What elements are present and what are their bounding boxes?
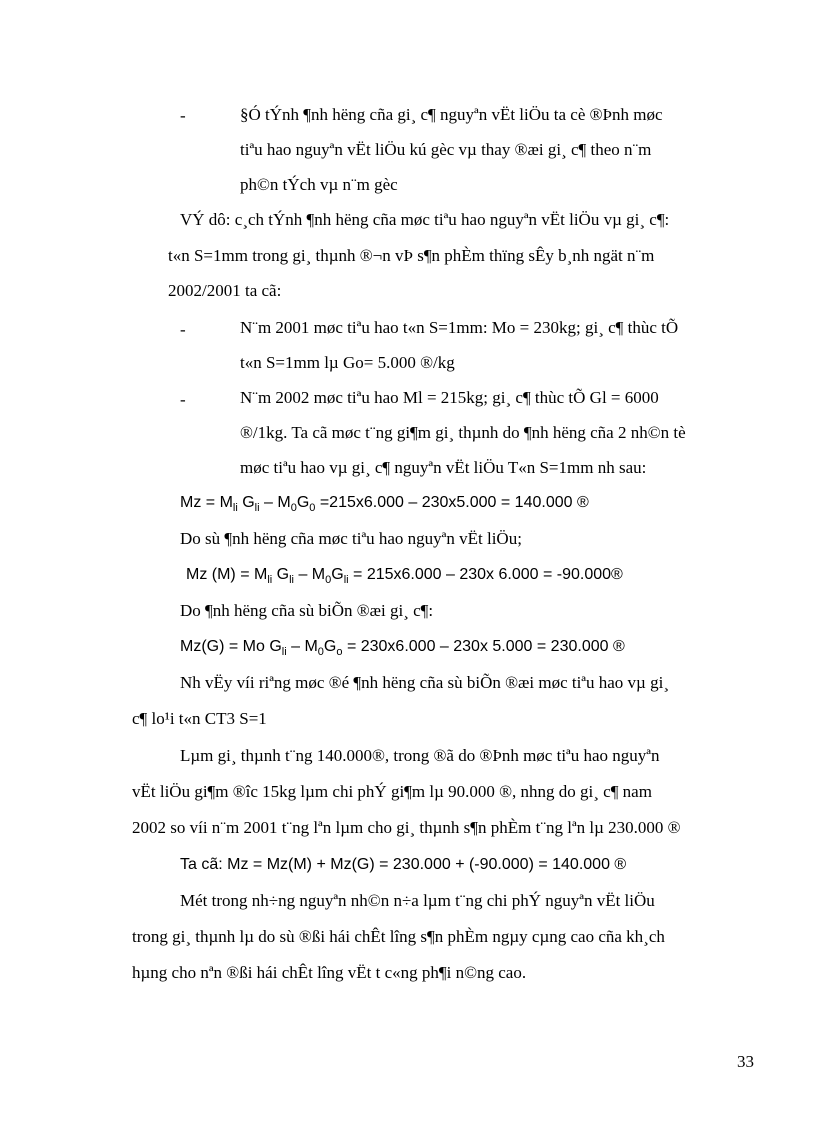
bullet3-line2: ®/1kg. Ta cã møc t¨ng gi¶m gi¸ thµnh do ¶nh hëng cña 2 nh©n tè — [240, 423, 686, 442]
due-price-label: Do ¶nh hëng cña sù biÕn ®æi gi¸ c¶: — [180, 601, 434, 620]
para2-line2: vËt liÖu gi¶m ®îc 15kg lµm chi phÝ gi¶m lµ 90.000 ®, nhng do gi¸ c¶ nam — [132, 782, 652, 801]
summary-formula: Ta cã: Mz = Mz(M) + Mz(G) = 230.000 + (-90.000) = 140.000 ® — [180, 856, 627, 873]
para2-line1: Lµm gi¸ thµnh t¨ng 140.000®, trong ®ã do ®Þnh møc tiªu hao nguyªn — [180, 746, 660, 765]
bullet-dash: - — [180, 320, 186, 339]
example-line2: t«n S=1mm trong gi¸ thµnh ®¬n vÞ s¶n phÈm thïng sÊy b¸nh ngät n¨m — [168, 246, 655, 265]
bullet1-line3: ph©n tÝch vµ n¨m gèc — [240, 175, 398, 194]
bullet3-line1: N¨m 2002 møc tiªu hao Ml = 215kg; gi¸ c¶ thùc tÕ Gl = 6000 — [240, 388, 659, 407]
para2-line3: 2002 so víi n¨m 2001 t¨ng lªn lµm cho gi¸ thµnh s¶n phÈm t¨ng lªn lµ 230.000 ® — [132, 818, 681, 837]
bullet-dash: - — [180, 390, 186, 409]
bullet2-line2: t«n S=1mm lµ Go= 5.000 ®/kg — [240, 353, 455, 372]
conclusion-line1: Nh vËy víi riªng møc ®é ¶nh hëng cña sù biÕn ®æi møc tiªu hao vµ gi¸ — [180, 673, 669, 692]
para3-line1: Mét trong nh÷ng nguyªn nh©n n÷a lµm t¨ng chi phÝ nguyªn vËt liÖu — [180, 891, 655, 910]
para3-line2: trong gi¸ thµnh lµ do sù ®ßi hái chÊt lîng s¶n phÈm ngµy cµng cao cña kh¸ch — [132, 927, 665, 946]
formula-price-effect: Mz(G) = Mo $G_{li} - M_0G_o = 230x6.000 - 230x$ 5.000 = 230.000 ® — [180, 638, 625, 659]
conclusion-line2: c¶ lo¹i t«n CT3 S=1 — [132, 709, 267, 728]
example-line1: VÝ dô: c¸ch tÝnh ¶nh hëng cña møc tiªu hao nguyªn vËt liÖu vµ gi¸ c¶: — [180, 210, 670, 229]
formula-total-change: $Mz = M_{li}$ $G_{li} - M_0G_0 =215x6.000 - 230x5.000 = 140.000$ ® — [180, 494, 589, 515]
bullet1-line2: tiªu hao nguyªn vËt liÖu kú gèc vµ thay ®æi gi¸ c¶ theo n¨m — [240, 140, 652, 159]
bullet2-line1: N¨m 2001 møc tiªu hao t«n S=1mm: Mo = 230kg; gi¸ c¶ thùc tÕ — [240, 318, 679, 337]
formula-consumption-effect: Mz $(M) = M_{li}$ $G_{li} - M_0G_{li} = 215x6.000 - 230x$ 6.000 = -90.000® — [186, 566, 623, 587]
para3-line3: hµng cho nªn ®ßi hái chÊt lîng vËt t c«ng ph¶i n©ng cao. — [132, 963, 527, 982]
bullet3-line3: møc tiªu hao vµ gi¸ c¶ nguyªn vËt liÖu T«n S=1mm nh sau: — [240, 458, 647, 477]
page-number: 33 — [737, 1052, 754, 1071]
bullet-dash: - — [180, 106, 186, 125]
due-consumption-label: Do sù ¶nh hëng cña møc tiªu hao nguyªn vËt liÖu; — [180, 529, 522, 548]
bullet1-line1: §Ó tÝnh ¶nh hëng cña gi¸ c¶ nguyªn vËt liÖu ta cè ®Þnh møc — [240, 105, 663, 124]
example-line3: 2002/2001 ta cã: — [168, 281, 282, 300]
